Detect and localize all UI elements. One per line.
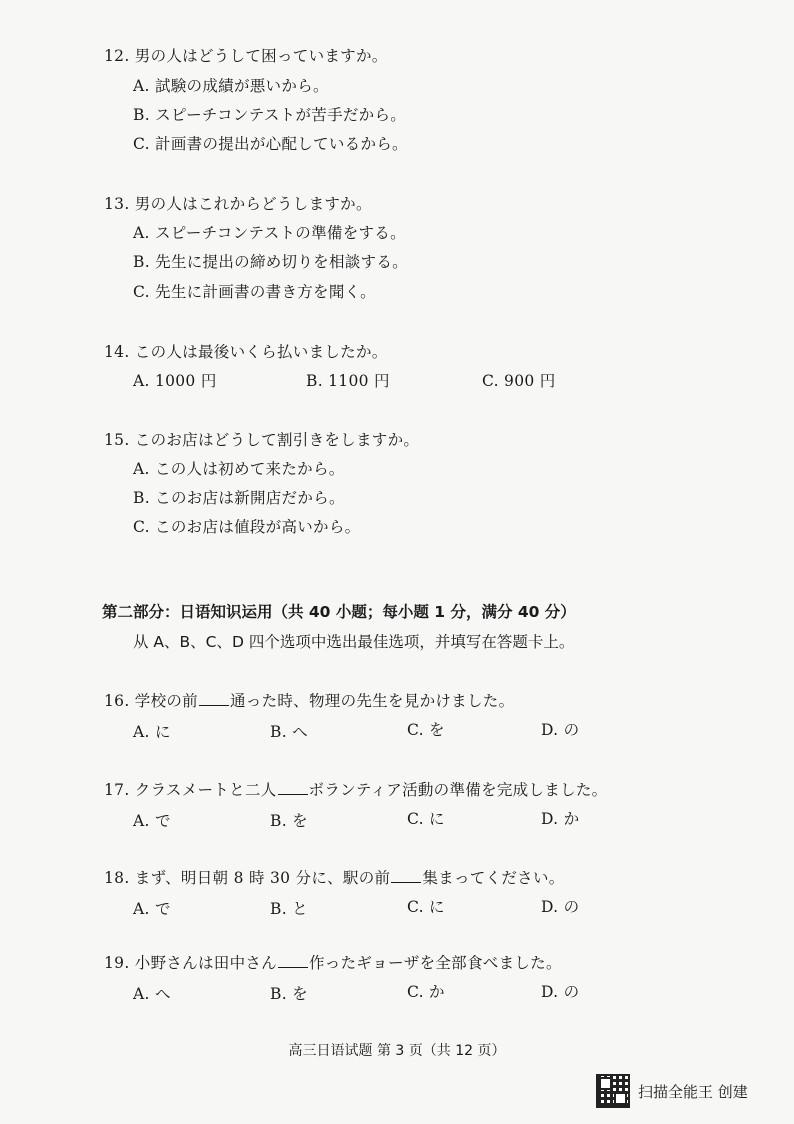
question-17-option-d: D. か xyxy=(541,810,580,828)
question-14-option-b: B. 1100 円 xyxy=(306,372,390,390)
question-17-option-a: A. で xyxy=(133,812,171,830)
answer-blank xyxy=(278,780,308,795)
question-18-option-d: D. の xyxy=(541,898,580,916)
question-19-option-d: D. の xyxy=(541,983,580,1001)
answer-blank xyxy=(278,953,308,968)
question-19-option-a: A. へ xyxy=(133,985,171,1003)
question-15-stem: 15. このお店はどうして割引きをしますか。 xyxy=(104,431,420,449)
question-15-option-a: A. この人は初めて来たから。 xyxy=(133,460,345,478)
question-19-option-c: C. か xyxy=(407,983,445,1001)
section-title: 第二部分：日语知识运用（共 40 小题；每小题 1 分，满分 40 分） xyxy=(102,603,576,621)
qr-code-icon xyxy=(596,1074,630,1108)
scanner-watermark xyxy=(596,1074,748,1108)
question-12-option-b: B. スピーチコンテストが苦手だから。 xyxy=(133,106,407,124)
question-13-option-b: B. 先生に提出の締め切りを相談する。 xyxy=(133,253,408,271)
question-15-option-b: B. このお店は新開店だから。 xyxy=(133,489,345,507)
page-footer: 高三日语试题 第 3 页（共 12 页） xyxy=(288,1043,506,1059)
question-15-option-c: C. このお店は値段が高いから。 xyxy=(133,518,361,536)
question-19-stem-after: 作ったギョーザを全部食べました。 xyxy=(308,954,562,972)
question-19-option-b: B. を xyxy=(270,985,308,1003)
question-12-option-c: C. 計画書の提出が心配しているから。 xyxy=(133,135,408,153)
question-18-stem-before: 18. まず、明日朝 8 時 30 分に、駅の前 xyxy=(104,869,391,887)
question-16-stem-after: 通った時、物理の先生を見かけました。 xyxy=(229,692,515,710)
question-13-stem: 13. 男の人はこれからどうしますか。 xyxy=(104,195,372,213)
question-19-stem xyxy=(104,951,562,973)
question-18-stem-after: 集まってください。 xyxy=(422,869,565,887)
question-18-option-a: A. で xyxy=(133,900,171,918)
answer-blank xyxy=(391,868,421,883)
question-14-option-a: A. 1000 円 xyxy=(133,372,217,390)
question-18-option-b: B. と xyxy=(270,900,308,918)
question-16-option-a: A. に xyxy=(133,723,171,741)
question-18-option-c: C. に xyxy=(407,898,445,916)
question-14-option-c: C. 900 円 xyxy=(482,372,556,390)
question-17-stem-before: 17. クラスメートと二人 xyxy=(104,781,277,799)
question-17-option-b: B. を xyxy=(270,812,308,830)
question-17-stem xyxy=(104,778,607,800)
question-16-option-d: D. の xyxy=(541,721,580,739)
question-14-stem: 14. この人は最後いくら払いましたか。 xyxy=(104,343,388,361)
question-13-option-c: C. 先生に計画書の書き方を聞く。 xyxy=(133,283,376,301)
question-12-stem: 12. 男の人はどうして困っていますか。 xyxy=(104,47,388,65)
question-13-option-a: A. スピーチコンテストの準備をする。 xyxy=(133,224,406,242)
question-16-option-c: C. を xyxy=(407,721,445,739)
question-16-stem-before: 16. 学校の前 xyxy=(104,692,198,710)
question-19-stem-before: 19. 小野さんは田中さん xyxy=(104,954,277,972)
question-12-option-a: A. 試験の成績が悪いから。 xyxy=(133,77,329,95)
question-16-option-b: B. へ xyxy=(270,723,308,741)
question-16-stem xyxy=(104,689,514,711)
question-18-stem xyxy=(104,866,565,888)
question-17-stem-after: ボランティア活動の準備を完成しました。 xyxy=(308,781,608,799)
answer-blank xyxy=(199,691,229,706)
question-17-option-c: C. に xyxy=(407,810,445,828)
section-instruction: 从 A、B、C、D 四个选项中选出最佳选项，并填写在答题卡上。 xyxy=(133,633,575,651)
scanner-brand-text: 扫描全能王 创建 xyxy=(638,1082,748,1101)
